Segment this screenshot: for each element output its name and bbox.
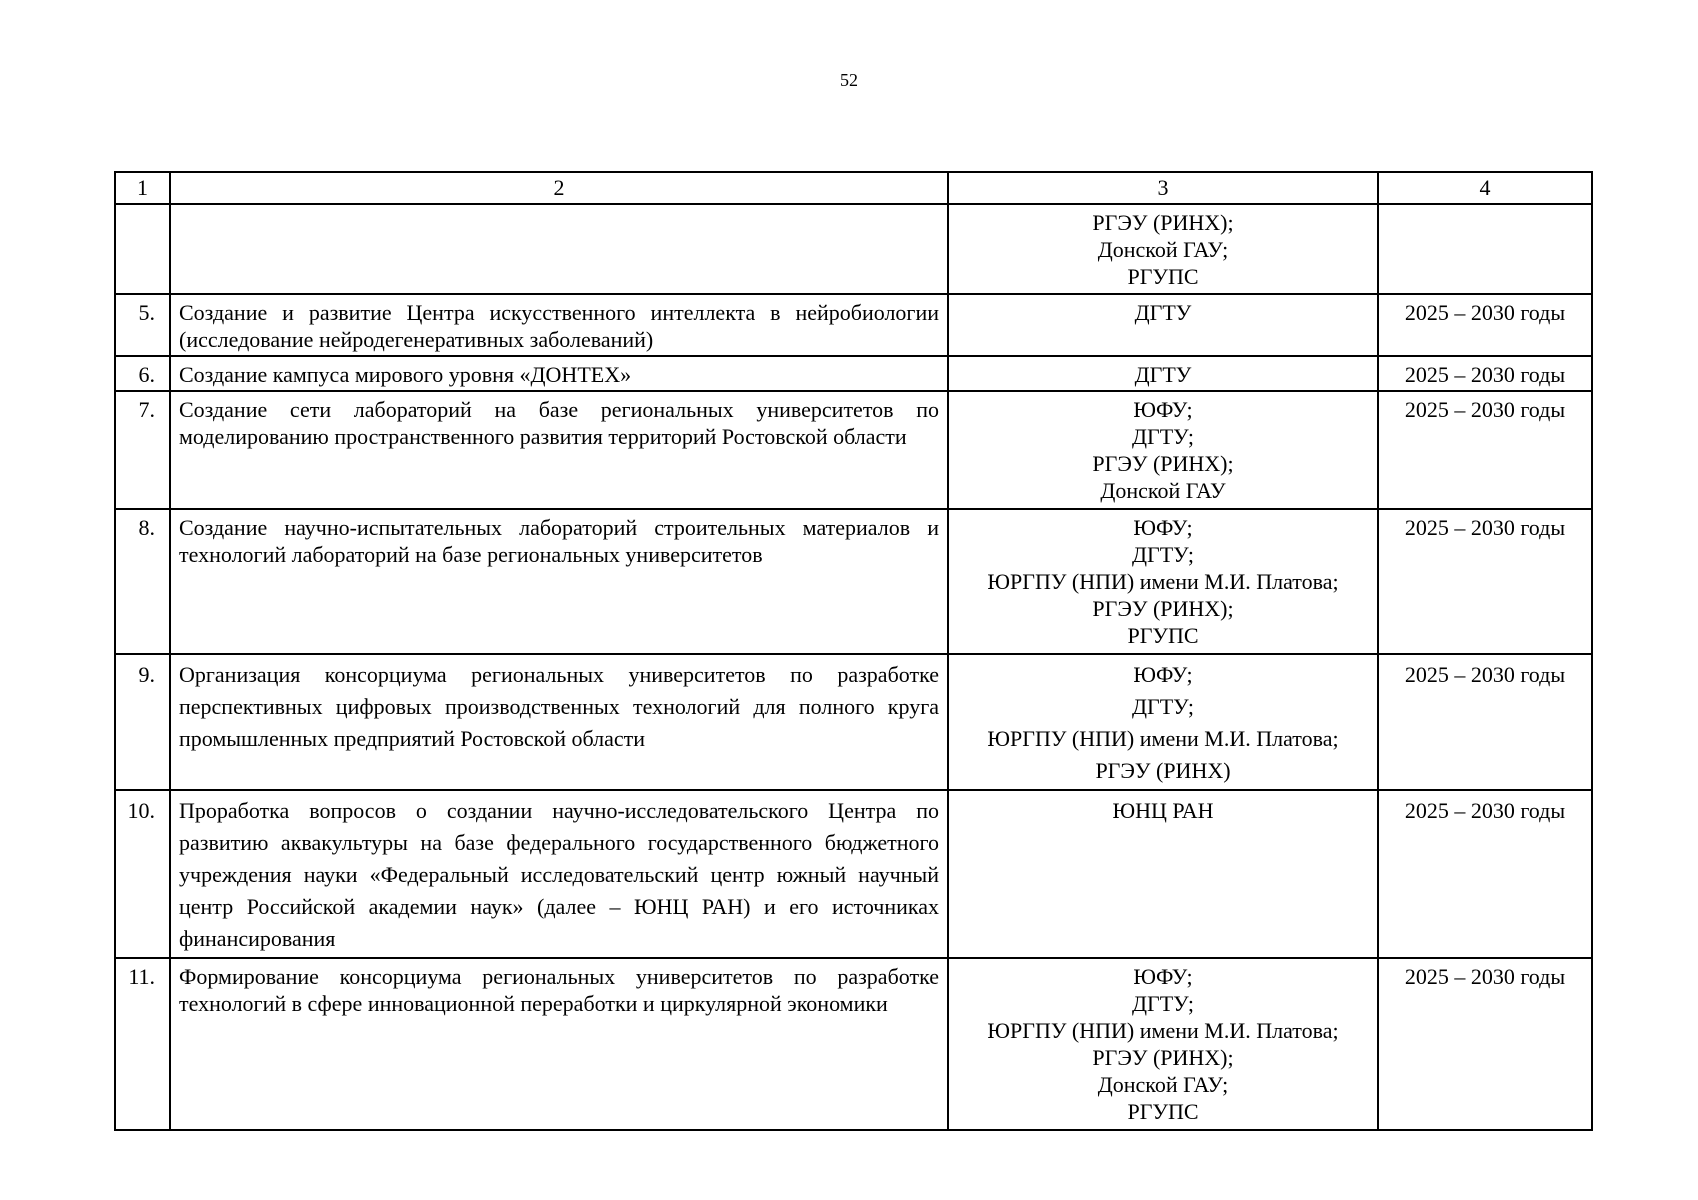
organization: ДГТУ;	[1131, 542, 1194, 567]
column-header-3: 3	[948, 172, 1378, 204]
column-header-4: 4	[1378, 172, 1592, 204]
organization: ЮФУ;	[1133, 515, 1193, 540]
table-row	[115, 509, 1592, 654]
row-description: Создание кампуса мирового уровня «ДОНТЕХ»	[170, 356, 948, 391]
row-description: Создание сети лабораторий на базе региональных университетов по моделированию пространственного развития территорий Ростовской области	[170, 391, 948, 509]
organization: ЮФУ;	[1133, 964, 1193, 989]
organization: ЮРГПУ (НПИ) имени М.И. Платова;	[987, 1018, 1339, 1043]
row-organizations	[948, 204, 1378, 294]
organization: ЮФУ;	[1133, 662, 1193, 687]
row-period: 2025 – 2030 годы	[1378, 790, 1592, 958]
row-period	[1378, 204, 1592, 294]
row-number: 9.	[115, 654, 170, 790]
row-period: 2025 – 2030 годы	[1378, 958, 1592, 1130]
column-header-2: 2	[170, 172, 948, 204]
organization: ДГТУ;	[1131, 991, 1194, 1016]
row-organizations	[948, 790, 1378, 958]
row-number: 10.	[115, 790, 170, 958]
row-organizations	[948, 958, 1378, 1130]
events-table	[114, 171, 1593, 1131]
row-period: 2025 – 2030 годы	[1378, 509, 1592, 654]
organization: Донской ГАУ	[1100, 478, 1226, 503]
organization: ДГТУ;	[1131, 694, 1194, 719]
organization: ДГТУ	[1134, 300, 1192, 325]
row-description	[170, 204, 948, 294]
row-description: Проработка вопросов о создании научно-исследовательского Центра по развитию аквакультуры на базе федерального государственного бюджетного учреждения науки «Федеральный исследовательский центр южный научный центр Российской академии наук» (далее – ЮНЦ РАН) и его источниках финансирования	[170, 790, 948, 958]
row-number: 7.	[115, 391, 170, 509]
organization: ДГТУ	[1134, 362, 1192, 387]
table-header-row	[115, 172, 1592, 204]
table-row	[115, 790, 1592, 958]
table-row	[115, 654, 1592, 790]
organization: ЮФУ;	[1133, 397, 1193, 422]
organization: ЮНЦ РАН	[1112, 798, 1214, 823]
organization: РГУПС	[1127, 1099, 1199, 1124]
row-description: Организация консорциума региональных университетов по разработке перспективных цифровых производственных технологий для полного круга промышленных предприятий Ростовской области	[170, 654, 948, 790]
table-row	[115, 356, 1592, 391]
organization: ЮРГПУ (НПИ) имени М.И. Платова;	[987, 569, 1339, 594]
organization: РГЭУ (РИНХ)	[1095, 758, 1231, 783]
row-number: 5.	[115, 294, 170, 356]
organization: ЮРГПУ (НПИ) имени М.И. Платова;	[987, 726, 1339, 751]
row-period: 2025 – 2030 годы	[1378, 294, 1592, 356]
organization: РГЭУ (РИНХ);	[1092, 1045, 1234, 1070]
row-period: 2025 – 2030 годы	[1378, 356, 1592, 391]
page-number: 52	[840, 70, 858, 90]
row-number: 8.	[115, 509, 170, 654]
table-row	[115, 204, 1592, 294]
organization: РГУПС	[1127, 623, 1199, 648]
row-description: Формирование консорциума региональных университетов по разработке технологий в сфере инновационной переработки и циркулярной экономики	[170, 958, 948, 1130]
row-organizations	[948, 509, 1378, 654]
row-organizations	[948, 356, 1378, 391]
column-header-1: 1	[115, 172, 170, 204]
organization: ДГТУ;	[1131, 424, 1194, 449]
table-row	[115, 958, 1592, 1130]
organization: РГЭУ (РИНХ);	[1092, 210, 1234, 235]
organization: РГЭУ (РИНХ);	[1092, 596, 1234, 621]
table-row	[115, 294, 1592, 356]
row-period: 2025 – 2030 годы	[1378, 654, 1592, 790]
row-organizations	[948, 654, 1378, 790]
table-row	[115, 391, 1592, 509]
row-organizations	[948, 294, 1378, 356]
row-period: 2025 – 2030 годы	[1378, 391, 1592, 509]
row-number: 11.	[115, 958, 170, 1130]
organization: Донской ГАУ;	[1097, 1072, 1229, 1097]
row-description: Создание и развитие Центра искусственного интеллекта в нейробиологии (исследование нейродегенеративных заболеваний)	[170, 294, 948, 356]
row-organizations	[948, 391, 1378, 509]
organization: Донской ГАУ;	[1097, 237, 1229, 262]
row-number: 6.	[115, 356, 170, 391]
organization: РГУПС	[1127, 264, 1199, 289]
row-description: Создание научно-испытательных лабораторий строительных материалов и технологий лабораторий на базе региональных университетов	[170, 509, 948, 654]
organization: РГЭУ (РИНХ);	[1092, 451, 1234, 476]
row-number	[115, 204, 170, 294]
